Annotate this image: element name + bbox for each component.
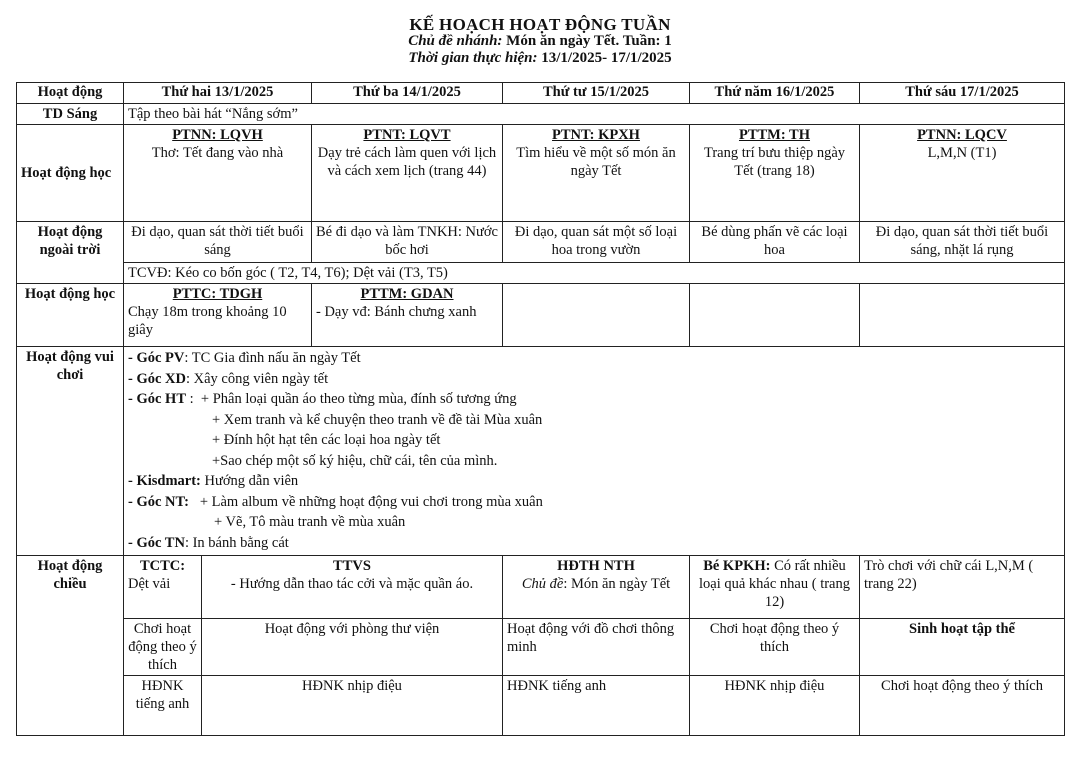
chieu1-wednesday-title: HĐTH NTH — [557, 558, 635, 574]
row-hoat-dong-hoc-2 — [17, 284, 1065, 347]
hoc2-friday-empty — [860, 284, 1065, 347]
hoc2-wednesday-empty — [503, 284, 690, 347]
kidsmart-label: - Kisdmart: — [128, 473, 201, 489]
hoc1-thursday-text: Trang trí bưu thiệp ngày Tết (trang 18) — [703, 145, 846, 179]
chieu3-thursday: HĐNK nhịp điệu — [690, 676, 860, 736]
hoc1-wednesday-title: PTNT: KPXH — [552, 127, 640, 143]
hoc1-thursday-title: PTTM: TH — [738, 127, 811, 143]
chieu2-wednesday: Hoạt động với đồ chơi thông minh — [503, 619, 690, 676]
hoc1-friday-text: L,M,N (T1) — [927, 145, 997, 161]
hoc1-thursday — [690, 125, 860, 222]
col-header-friday: Thứ sáu 17/1/2025 — [860, 83, 1065, 104]
document-header — [0, 0, 1080, 67]
label-ngoai-troi: Hoạt động ngoài trời — [17, 222, 124, 284]
subtopic-label: Chủ đề nhánh: — [408, 33, 503, 49]
goc-ht-text-4: +Sao chép một số ký hiệu, chữ cái, tên của mình. — [212, 452, 498, 469]
chieu3-monday: HĐNK tiếng anh — [124, 676, 202, 736]
hoc1-friday — [860, 125, 1065, 222]
row-vui-choi — [17, 347, 1065, 556]
chieu1-monday-title: TCTC: — [139, 558, 186, 574]
hoc2-tuesday-title: PTTM: GDAN — [360, 286, 454, 302]
hoc1-tuesday — [312, 125, 503, 222]
label-vui-choi: Hoạt động vui chơi — [17, 347, 124, 556]
col-header-thursday: Thứ năm 16/1/2025 — [690, 83, 860, 104]
hoc2-monday-title: PTTC: TDGH — [172, 286, 263, 302]
goc-nt-text-1: + Làm album về những hoạt động vui chơi trong mùa xuân — [188, 493, 543, 510]
chieu2-friday: Sinh hoạt tập thể — [860, 619, 1065, 676]
td-sang-content: Tập theo bài hát “Nắng sớm” — [124, 104, 1065, 125]
row-chieu-3 — [17, 676, 1065, 736]
goc-ht-line-1 — [128, 389, 1060, 410]
label-chieu: Hoạt động chiều — [17, 556, 124, 736]
ngoai-troi-monday: Đi dạo, quan sát thời tiết buổi sáng — [124, 222, 312, 263]
goc-pv-line — [128, 348, 1060, 369]
subtopic-line — [0, 33, 1080, 50]
hoc2-tuesday — [312, 284, 503, 347]
time-line — [0, 50, 1080, 67]
hoc1-wednesday — [503, 125, 690, 222]
weekly-plan-table — [16, 82, 1065, 736]
goc-xd-text: : Xây công viên ngày tết — [186, 370, 329, 387]
col-header-activity: Hoạt động — [17, 83, 124, 104]
chieu1-wednesday-text: : Món ăn ngày Tết — [563, 576, 671, 592]
header-row — [17, 83, 1065, 104]
goc-ht-text-2: + Xem tranh và kể chuyện theo tranh về đề tài Mùa xuân — [212, 411, 543, 428]
time-label: Thời gian thực hiện: — [408, 50, 538, 66]
chieu1-thursday-text: Có rất nhiều loại quả khác nhau ( trang 12) — [699, 558, 850, 610]
chieu1-thursday-title: Bé KPKH: — [703, 558, 771, 574]
ngoai-troi-thursday: Bé dùng phấn vẽ các loại hoa — [690, 222, 860, 263]
chieu1-tuesday — [202, 556, 503, 619]
col-header-wednesday: Thứ tư 15/1/2025 — [503, 83, 690, 104]
goc-xd-line — [128, 369, 1060, 390]
label-td-sang: TD Sáng — [17, 104, 124, 125]
hoc2-monday-text: Chạy 18m trong khoảng 10 giây — [128, 304, 287, 338]
row-chieu-2 — [17, 619, 1065, 676]
chieu2-monday: Chơi hoạt động theo ý thích — [124, 619, 202, 676]
goc-tn-line — [128, 533, 1060, 554]
hoc2-tuesday-text: - Dạy vđ: Bánh chưng xanh — [316, 304, 477, 320]
hoc1-monday — [124, 125, 312, 222]
chieu1-monday-text: Dệt vải — [128, 576, 171, 592]
ngoai-troi-wednesday: Đi dạo, quan sát một số loại hoa trong vườn — [503, 222, 690, 263]
hoc2-thursday-empty — [690, 284, 860, 347]
kidsmart-line — [128, 471, 1060, 492]
hoc1-tuesday-title: PTNT: LQVT — [363, 127, 451, 143]
chieu1-thursday — [690, 556, 860, 619]
goc-nt-label: - Góc NT: — [128, 493, 189, 510]
ngoai-troi-friday: Đi dạo, quan sát thời tiết buổi sáng, nhặt lá rụng — [860, 222, 1065, 263]
row-hoat-dong-hoc-1 — [17, 125, 1065, 222]
row-tcvd — [17, 263, 1065, 284]
ngoai-troi-tuesday: Bé đi dạo và làm TNKH: Nước bốc hơi — [312, 222, 503, 263]
col-header-monday: Thứ hai 13/1/2025 — [124, 83, 312, 104]
hoc1-tuesday-text: Dạy trẻ cách làm quen với lịch và cách xem lịch (trang 44) — [317, 145, 497, 179]
chieu1-monday — [124, 556, 202, 619]
hoc2-monday — [124, 284, 312, 347]
hoc1-monday-title: PTNN: LQVH — [172, 127, 263, 143]
chieu3-tuesday: HĐNK nhịp điệu — [202, 676, 503, 736]
label-hoat-dong-hoc-1: Hoạt động học — [17, 125, 124, 222]
chieu3-friday: Chơi hoạt động theo ý thích — [860, 676, 1065, 736]
tcvd-content: TCVĐ: Kéo co bốn góc ( T2, T4, T6); Dệt vải (T3, T5) — [124, 263, 1065, 284]
kidsmart-text: Hướng dẫn viên — [200, 473, 299, 489]
chieu1-tuesday-text: - Hướng dẫn thao tác cởi và mặc quần áo. — [230, 576, 474, 592]
goc-nt-line-1 — [128, 492, 1060, 513]
label-hoat-dong-hoc-2: Hoạt động học — [17, 284, 124, 347]
chieu1-tuesday-title: TTVS — [333, 558, 371, 574]
chieu1-wednesday-topic: Chủ đề — [521, 576, 564, 592]
document-title: KẾ HOẠCH HOẠT ĐỘNG TUẦN — [409, 15, 671, 34]
row-ngoai-troi — [17, 222, 1065, 263]
row-td-sang — [17, 104, 1065, 125]
goc-ht-text-3: + Đính hột hạt tên các loại hoa ngày tết — [212, 432, 441, 448]
subtopic-value: Món ăn ngày Tết. Tuần: 1 — [506, 33, 672, 49]
chieu2-thursday: Chơi hoạt động theo ý thích — [690, 619, 860, 676]
vui-choi-content — [124, 347, 1065, 556]
chieu1-wednesday — [503, 556, 690, 619]
goc-pv-label: - Góc PV — [128, 350, 185, 366]
row-chieu-1 — [17, 556, 1065, 619]
goc-ht-text-1: : + Phân loại quần áo theo từng mùa, đính số tương ứng — [186, 391, 517, 407]
chieu1-friday: Trò chơi với chữ cái L,N,M ( trang 22) — [860, 556, 1065, 619]
chieu2-tuesday: Hoạt động với phòng thư viện — [202, 619, 503, 676]
goc-nt-text-2: + Vẽ, Tô màu tranh về mùa xuân — [214, 514, 406, 530]
col-header-tuesday: Thứ ba 14/1/2025 — [312, 83, 503, 104]
goc-pv-text: : TC Gia đình nấu ăn ngày Tết — [184, 350, 361, 366]
time-value: 13/1/2025- 17/1/2025 — [541, 50, 672, 66]
hoc1-friday-title: PTNN: LQCV — [917, 127, 1007, 143]
goc-tn-text: : In bánh bằng cát — [184, 534, 289, 551]
chieu3-wednesday: HĐNK tiếng anh — [503, 676, 690, 736]
hoc1-monday-text: Thơ: Tết đang vào nhà — [151, 145, 284, 161]
goc-tn-label: - Góc TN — [128, 534, 185, 551]
goc-xd-label: - Góc XD — [128, 370, 186, 387]
hoc1-wednesday-text: Tìm hiểu về một số món ăn ngày Tết — [516, 145, 676, 179]
goc-ht-label: - Góc HT — [128, 391, 186, 407]
